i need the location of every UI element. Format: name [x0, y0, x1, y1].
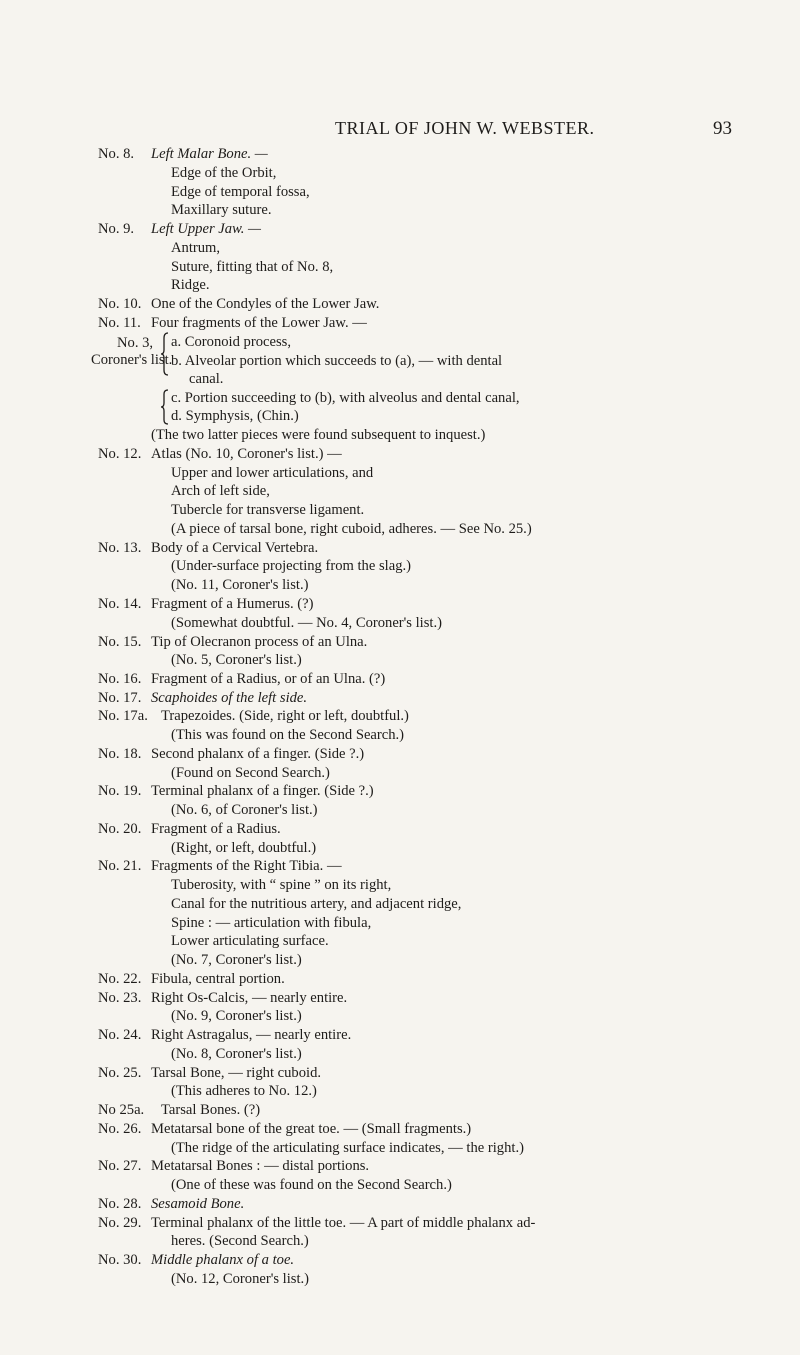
item-text: Middle phalanx of a toe. [151, 1252, 295, 1268]
item-number: No. 27. [98, 1158, 142, 1174]
item-number: No. 17. [98, 690, 142, 706]
item-text: Maxillary suture. [171, 202, 272, 218]
item-text: Right Astragalus, — nearly entire. [151, 1027, 352, 1043]
item-text: Fibula, central portion. [151, 971, 285, 987]
item-text: (No. 5, Coroner's list.) [171, 652, 302, 668]
brace-icon [161, 332, 171, 381]
item-text: Terminal phalanx of the little toe. — A part of middle phalanx ad- [151, 1215, 536, 1231]
item-text: Four fragments of the Lower Jaw. — [151, 315, 367, 331]
item-text: (A piece of tarsal bone, right cuboid, adheres. — See No. 25.) [171, 521, 532, 537]
item-number: No. 11. [98, 315, 141, 331]
item-text: (No. 8, Coroner's list.) [171, 1046, 302, 1062]
item-number: No. 24. [98, 1027, 142, 1043]
item-text: heres. (Second Search.) [171, 1233, 309, 1249]
item-text: Antrum, [171, 240, 221, 256]
item-text: canal. [189, 371, 224, 387]
running-title: TRIAL OF JOHN W. WEBSTER. [335, 118, 595, 138]
item-text: a. Coronoid process, [171, 334, 291, 350]
item-number: No. 29. [98, 1215, 142, 1231]
item-number: No. 16. [98, 671, 142, 687]
item-text: Ridge. [171, 277, 210, 293]
item-number: No. 8. [98, 146, 135, 162]
item-text: One of the Condyles of the Lower Jaw. [151, 296, 380, 312]
item-text: Terminal phalanx of a finger. (Side ?.) [151, 783, 374, 799]
item-text: Metatarsal bone of the great toe. — (Small fragments.) [151, 1121, 472, 1137]
item-text: (The two latter pieces were found subsequent to inquest.) [151, 427, 486, 443]
item-text: (No. 6, of Coroner's list.) [171, 802, 318, 818]
item-number: No. 22. [98, 971, 142, 987]
item-text: Upper and lower articulations, and [171, 465, 374, 481]
item-text: Spine : — articulation with fibula, [171, 915, 372, 931]
item-number: No. 15. [98, 634, 142, 650]
brace-icon [161, 389, 171, 430]
item-text: Edge of temporal fossa, [171, 184, 310, 200]
item-text: Trapezoides. (Side, right or left, doubtful.) [161, 708, 409, 724]
item-text: (No. 9, Coroner's list.) [171, 1008, 302, 1024]
item-number: No. 17a. [98, 708, 148, 724]
item-text: (Under-surface projecting from the slag.) [171, 558, 411, 574]
side-label-text: Coroner's list. [91, 352, 173, 368]
item-text: (No. 7, Coroner's list.) [171, 952, 302, 968]
item-text: Atlas (No. 10, Coroner's list.) — [151, 446, 342, 462]
item-number: No. 28. [98, 1196, 142, 1212]
item-text: Fragment of a Radius. [151, 821, 281, 837]
item-number: No. 18. [98, 746, 142, 762]
page-number: 93 [713, 118, 732, 139]
item-text: Metatarsal Bones : — distal portions. [151, 1158, 370, 1174]
item-text: Tuberosity, with “ spine ” on its right, [171, 877, 392, 893]
item-text: d. Symphysis, (Chin.) [171, 408, 299, 424]
item-text: Arch of left side, [171, 483, 270, 499]
item-text: Canal for the nutritious artery, and adjacent ridge, [171, 896, 462, 912]
item-number: No. 26. [98, 1121, 142, 1137]
item-number: No. 23. [98, 990, 142, 1006]
item-number: No. 21. [98, 858, 142, 874]
item-text: Left Upper Jaw. — [151, 221, 261, 237]
item-text: Edge of the Orbit, [171, 165, 277, 181]
item-text: (One of these was found on the Second Search.) [171, 1177, 452, 1193]
item-text: Tubercle for transverse ligament. [171, 502, 365, 518]
item-text: Fragment of a Humerus. (?) [151, 596, 314, 612]
item-text: Sesamoid Bone. [151, 1196, 245, 1212]
item-text: Body of a Cervical Vertebra. [151, 540, 319, 556]
item-text: Suture, fitting that of No. 8, [171, 259, 334, 275]
item-text: (Right, or left, doubtful.) [171, 840, 317, 856]
item-text: Second phalanx of a finger. (Side ?.) [151, 746, 365, 762]
item-number: No. 12. [98, 446, 142, 462]
item-text: Left Malar Bone. — [151, 146, 268, 162]
item-number: No. 13. [98, 540, 142, 556]
item-number: No. 20. [98, 821, 142, 837]
item-text: Tarsal Bones. (?) [161, 1102, 261, 1118]
item-number: No. 9. [98, 221, 135, 237]
item-text: c. Portion succeeding to (b), with alveolus and dental canal, [171, 390, 520, 406]
side-label-number: No. 3, [117, 335, 154, 351]
item-text: Lower articulating surface. [171, 933, 329, 949]
item-text: (No. 11, Coroner's list.) [171, 577, 309, 593]
item-text: (This was found on the Second Search.) [171, 727, 405, 743]
item-text: Right Os-Calcis, — nearly entire. [151, 990, 348, 1006]
item-text: Tarsal Bone, — right cuboid. [151, 1065, 322, 1081]
item-text: Scaphoides of the left side. [151, 690, 308, 706]
item-number: No. 30. [98, 1252, 142, 1268]
item-text: (The ridge of the articulating surface indicates, — the right.) [171, 1140, 524, 1156]
item-text: Fragments of the Right Tibia. — [151, 858, 342, 874]
item-text: Fragment of a Radius, or of an Ulna. (?) [151, 671, 386, 687]
item-text: Tip of Olecranon process of an Ulna. [151, 634, 368, 650]
item-text: b. Alveolar portion which succeeds to (a), — with dental [171, 353, 503, 369]
page-header [0, 118, 800, 142]
item-number: No. 19. [98, 783, 142, 799]
item-text: (This adheres to No. 12.) [171, 1083, 317, 1099]
item-number: No 25a. [98, 1102, 145, 1118]
item-text: (No. 12, Coroner's list.) [171, 1271, 310, 1287]
item-text: (Found on Second Search.) [171, 765, 330, 781]
item-number: No. 14. [98, 596, 142, 612]
item-number: No. 10. [98, 296, 142, 312]
item-text: (Somewhat doubtful. — No. 4, Coroner's list.) [171, 615, 442, 631]
item-number: No. 25. [98, 1065, 142, 1081]
